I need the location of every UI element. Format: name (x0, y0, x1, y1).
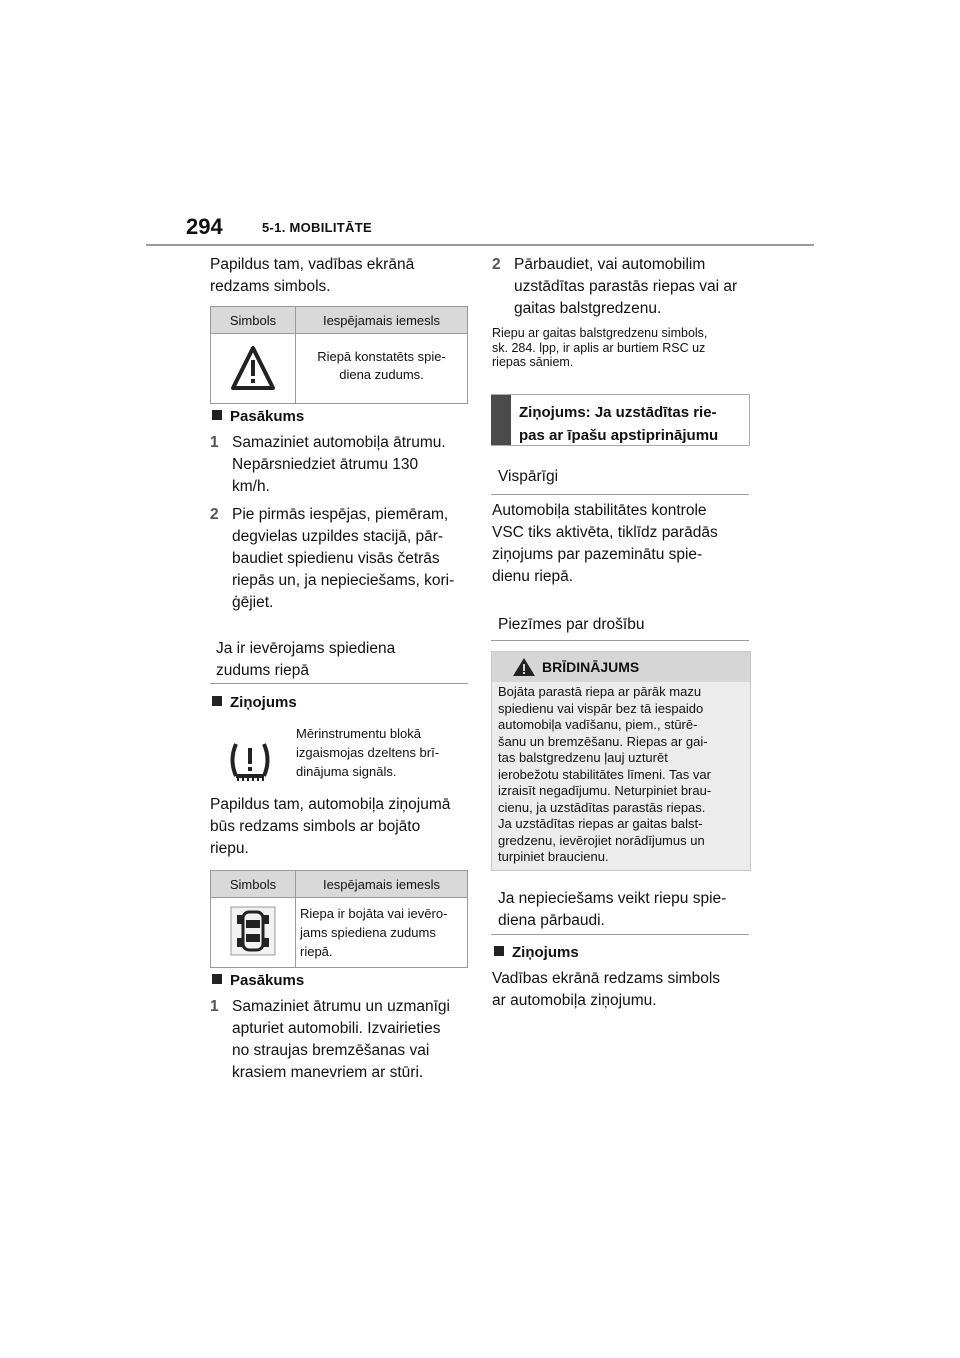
subheading-safety: Piezīmes par drošību (498, 616, 645, 633)
warning-triangle-icon (211, 334, 295, 400)
column-header-symbol: Simbols (211, 871, 296, 898)
subheading-rule (491, 494, 749, 495)
reason-text: Riepa ir bojāta vai ievēro- jams spiediena zudums riepā. (300, 906, 448, 959)
step-number: 1 (210, 998, 219, 1015)
subheading-rule (491, 640, 749, 641)
note-box (491, 394, 750, 446)
step-text: Pārbaudiet, vai automobilim uzstādītas parastās riepas vai ar gaitas balstgredzenu. (514, 256, 738, 317)
bullet-heading-message-2: Ziņojums (494, 944, 579, 961)
column-header-reason: Iespējamais iemesls (296, 307, 468, 334)
column-header-reason: Iespējamais iemesls (296, 871, 468, 898)
small-note: Riepu ar gaitas balstgredzenu simbols, sk. 284. lpp, ir aplis ar burtiem RSC uz riepas sāniem. (492, 326, 708, 369)
reason-cell (296, 898, 468, 968)
step-text: Samaziniet automobiļa ātrumu. Nepārsniedziet ātrumu 130 km/h. (232, 434, 446, 495)
symbol-table-1 (210, 306, 468, 404)
warning-title: BRĪDINĀJUMS (542, 659, 640, 675)
step-2-b (492, 254, 738, 317)
square-bullet-icon (494, 946, 504, 956)
symbol-table-2 (210, 870, 468, 968)
square-bullet-icon (212, 696, 222, 706)
warning-header (492, 652, 750, 682)
subheading-check: Ja nepieciešams veikt riepu spie- diena pārbaudi. (498, 890, 727, 929)
column-header-symbol: Simbols (211, 307, 296, 334)
step-number: 2 (492, 256, 501, 273)
step-text: Pie pirmās iespējas, piemēram, degvielas uzpildes stacijā, pār- baudiet spiedienu visās četrās riepās un, ja nepieciešams, kori- ģējiet. (232, 506, 455, 611)
bullet-heading-measure-2: Pasākums (212, 972, 304, 989)
reason-cell (296, 334, 468, 404)
section-title: 5-1. MOBILITĀTE (262, 220, 372, 235)
general-paragraph: Automobiļa stabilitātes kontrole VSC tiks aktivēta, tiklīdz parādās ziņojums par pazeminātu spie- dienu riepā. (492, 502, 718, 585)
warning-triangle-icon (512, 657, 536, 677)
step-1-b (210, 996, 450, 1081)
indicator-description: Mērinstrumentu blokā izgaismojas dzeltens brī- dinājuma signāls. (296, 726, 440, 779)
warning-text: Bojāta parastā riepa ar pārāk mazu spiedienu vai vispār bez tā iespaido automobiļa vadīšanu, piem., stūrē- šanu un bremzēšanu. Riepas ar gai- tas balstgredzenu ļauj uzturēt ierobežotu stabilitātes līmeni. Tas var izraisīt negadījumu. Neturpiniet brau- cienu, ja uzstādītas parastās riepas. Ja uzstādītas riepas ar gaitas balst- gredzenu, ievērojiet norādījumus un turpiniet braucienu. (498, 684, 712, 864)
symbol-cell (211, 334, 296, 404)
reason-text: Riepā konstatēts spie- diena zudums. (317, 349, 446, 382)
step-text: Samaziniet ātrumu un uzmanīgi apturiet automobili. Izvairieties no straujas bremzēšanas vai krasiem manevriem ar stūri. (232, 998, 450, 1081)
subheading-rule (491, 934, 749, 935)
subheading-rule (210, 683, 468, 684)
warning-box (491, 651, 751, 871)
step-1 (210, 432, 446, 495)
final-paragraph: Vadības ekrānā redzams simbols ar automobiļa ziņojumu. (492, 970, 721, 1009)
bullet-heading-measure: Pasākums (212, 408, 304, 425)
header-rule (146, 244, 814, 246)
note-box-text: Ziņojums: Ja uzstādītas rie- pas ar īpašu apstiprinājumu (519, 404, 719, 444)
subheading-general: Vispārīgi (498, 468, 559, 485)
step-number: 1 (210, 434, 219, 451)
bullet-heading-message: Ziņojums (212, 694, 297, 711)
step-2 (210, 504, 455, 611)
tire-pressure-warning-icon (226, 740, 274, 782)
note-bar (491, 395, 511, 445)
subheading-pressure-loss: Ja ir ievērojams spiediena zudums riepā (216, 640, 396, 679)
car-damaged-tire-icon (211, 898, 295, 964)
step-number: 2 (210, 506, 219, 523)
paragraph-damaged-tire: Papildus tam, automobiļa ziņojumā būs redzams simbols ar bojāto riepu. (210, 796, 451, 857)
page-number: 294 (186, 214, 223, 239)
square-bullet-icon (212, 410, 222, 420)
intro-paragraph: Papildus tam, vadības ekrānā redzams simbols. (210, 256, 415, 295)
symbol-cell (211, 898, 296, 968)
square-bullet-icon (212, 974, 222, 984)
